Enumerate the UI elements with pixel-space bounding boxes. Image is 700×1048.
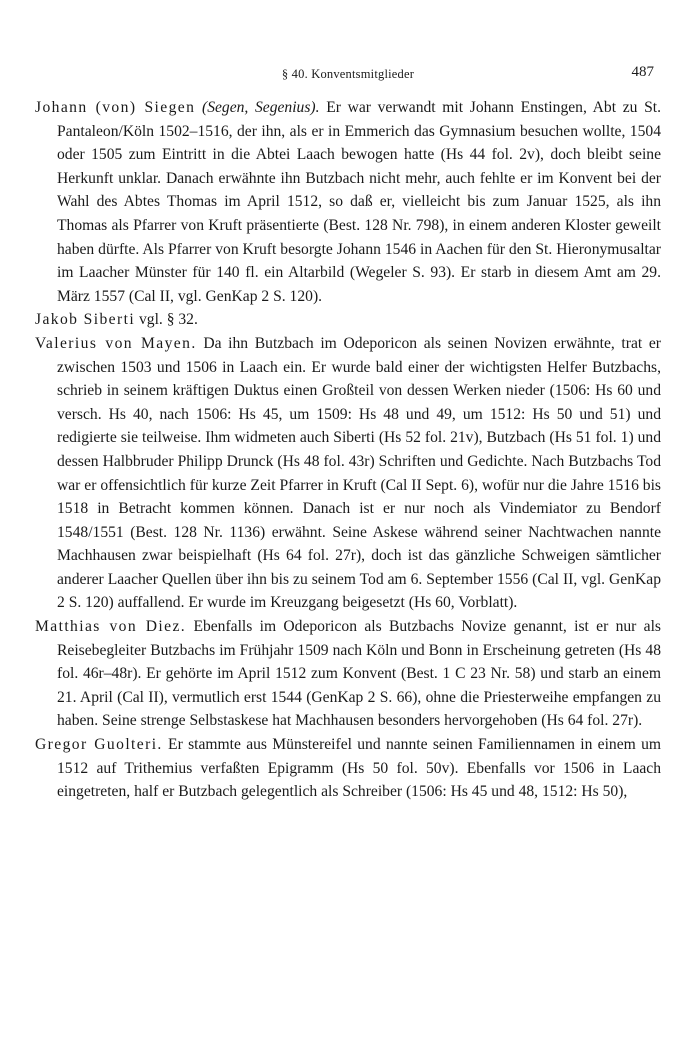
entry-gregor-guolteri	[35, 733, 661, 804]
entry-name-variants: (Segen, Segenius).	[202, 99, 320, 116]
entry-name: Johann (von) Siegen	[35, 99, 196, 116]
entry-jakob-siberti	[35, 308, 661, 332]
entry-name: Matthias von Diez.	[35, 618, 187, 636]
entry-text: Er war verwandt mit Johann Enstingen, Abt zu St. Pantaleon/Köln 1502–1516, der ihn, als er in Emmerich das Gymnasium besuchen wollte, 1504 oder 1505 zum Eintritt in die Abtei Laach bewogen hatte (Hs 44 fol. 2v), doch bleibt seine Herkunft unklar. Danach erwähnte ihn Butzbach nicht mehr, auch fehlte er im Konvent bei der Wahl des Abtes Thomas im April 1512, so daß er, vielleicht bis zum Januar 1525, als ihn Thomas als Pfarrer von Kruft präsentierte (Best. 128 Nr. 798), in einem anderen Kloster geweilt haben dürfte. Als Pfarrer von Kruft besorgte Johann 1546 in Aachen für den St. Hieronymusaltar im Laacher Münster für 140 fl. ein Altarbild (Wegeler S. 93). Er starb in diesem Amt am 29. März 1557 (Cal II, vgl. GenKap 2 S. 120).	[57, 99, 661, 305]
entry-valerius-von-mayen	[35, 332, 661, 615]
entry-text: Ebenfalls im Odeporicon als Butzbachs Novize genannt, ist er nur als Reisebegleiter Butzbachs im Frühjahr 1509 nach Köln und Bonn in Erscheinung getreten (Hs 48 fol. 46r–48r). Er gehörte im April 1512 zum Konvent (Best. 1 C 23 Nr. 58) und starb an einem 21. April (Cal II), vermutlich erst 1544 (GenKap 2 S. 66), ohne die Priesterweihe empfangen zu haben. Seine strenge Selbstaskese hat Machhausen besonders hervorgehoben (Hs 64 fol. 27r).	[57, 618, 661, 730]
entry-text: Da ihn Butzbach im Odeporicon als seinen Novizen erwähnte, trat er zwischen 1503 und 1506 in Laach ein. Er wurde bald einer der wichtigsten Helfer Butzbachs, schrieb in seinem kräftigen Duktus einen Großteil von dessen Werken nieder (1506: Hs 60 und versch. Hs 40, nach 1506: Hs 45, um 1509: Hs 48 und 49, um 1512: Hs 50 und 51) und redigierte sie teilweise. Ihm widmeten auch Siberti (Hs 52 fol. 21v), Butzbach (Hs 51 fol. 1) und dessen Halbbruder Philipp Drunck (Hs 48 fol. 43r) Schriften und Gedichte. Nach Butzbachs Tod war er offensichtlich für kurze Zeit Pfarrer in Kruft (Cal II Sept. 6), wofür nur die Jahre 1516 bis 1518 in Betracht kommen können. Danach ist er nur noch als Vindemiator zu Bendorf 1548/1551 (Best. 128 Nr. 1136) erwähnt. Seine Askese während seiner Nachtwachen nannte Machhausen zwar beispielhaft (Hs 64 fol. 27r), doch ist das gänzliche Schweigen sämtlicher anderer Laacher Quellen über ihn bis zu seinem Tod am 6. September 1556 (Cal II, vgl. GenKap 2 S. 120) auffallend. Er wurde im Kreuzgang beigesetzt (Hs 60, Vorblatt).	[57, 334, 661, 612]
entry-johann-von-siegen	[35, 96, 661, 308]
entry-text: Er stammte aus Münstereifel und nannte seinen Familiennamen in einem um 1512 auf Trithemius verfaßten Epigramm (Hs 50 fol. 50v). Ebenfalls vor 1506 in Laach eingetreten, half er Butzbach gelegentlich als Schreiber (1506: Hs 45 und 48, 1512: Hs 50),	[57, 736, 662, 801]
running-head	[35, 64, 661, 84]
page-number: 487	[631, 64, 654, 80]
running-title: § 40. Konventsmitglieder	[281, 67, 415, 81]
entry-name: Jakob Siberti	[35, 311, 136, 329]
entry-name: Valerius von Mayen.	[35, 334, 197, 352]
entry-matthias-von-diez	[35, 615, 661, 733]
entry-name: Gregor Guolteri.	[35, 736, 163, 754]
entry-text: vgl. § 32.	[138, 311, 198, 329]
body-text	[35, 96, 661, 804]
